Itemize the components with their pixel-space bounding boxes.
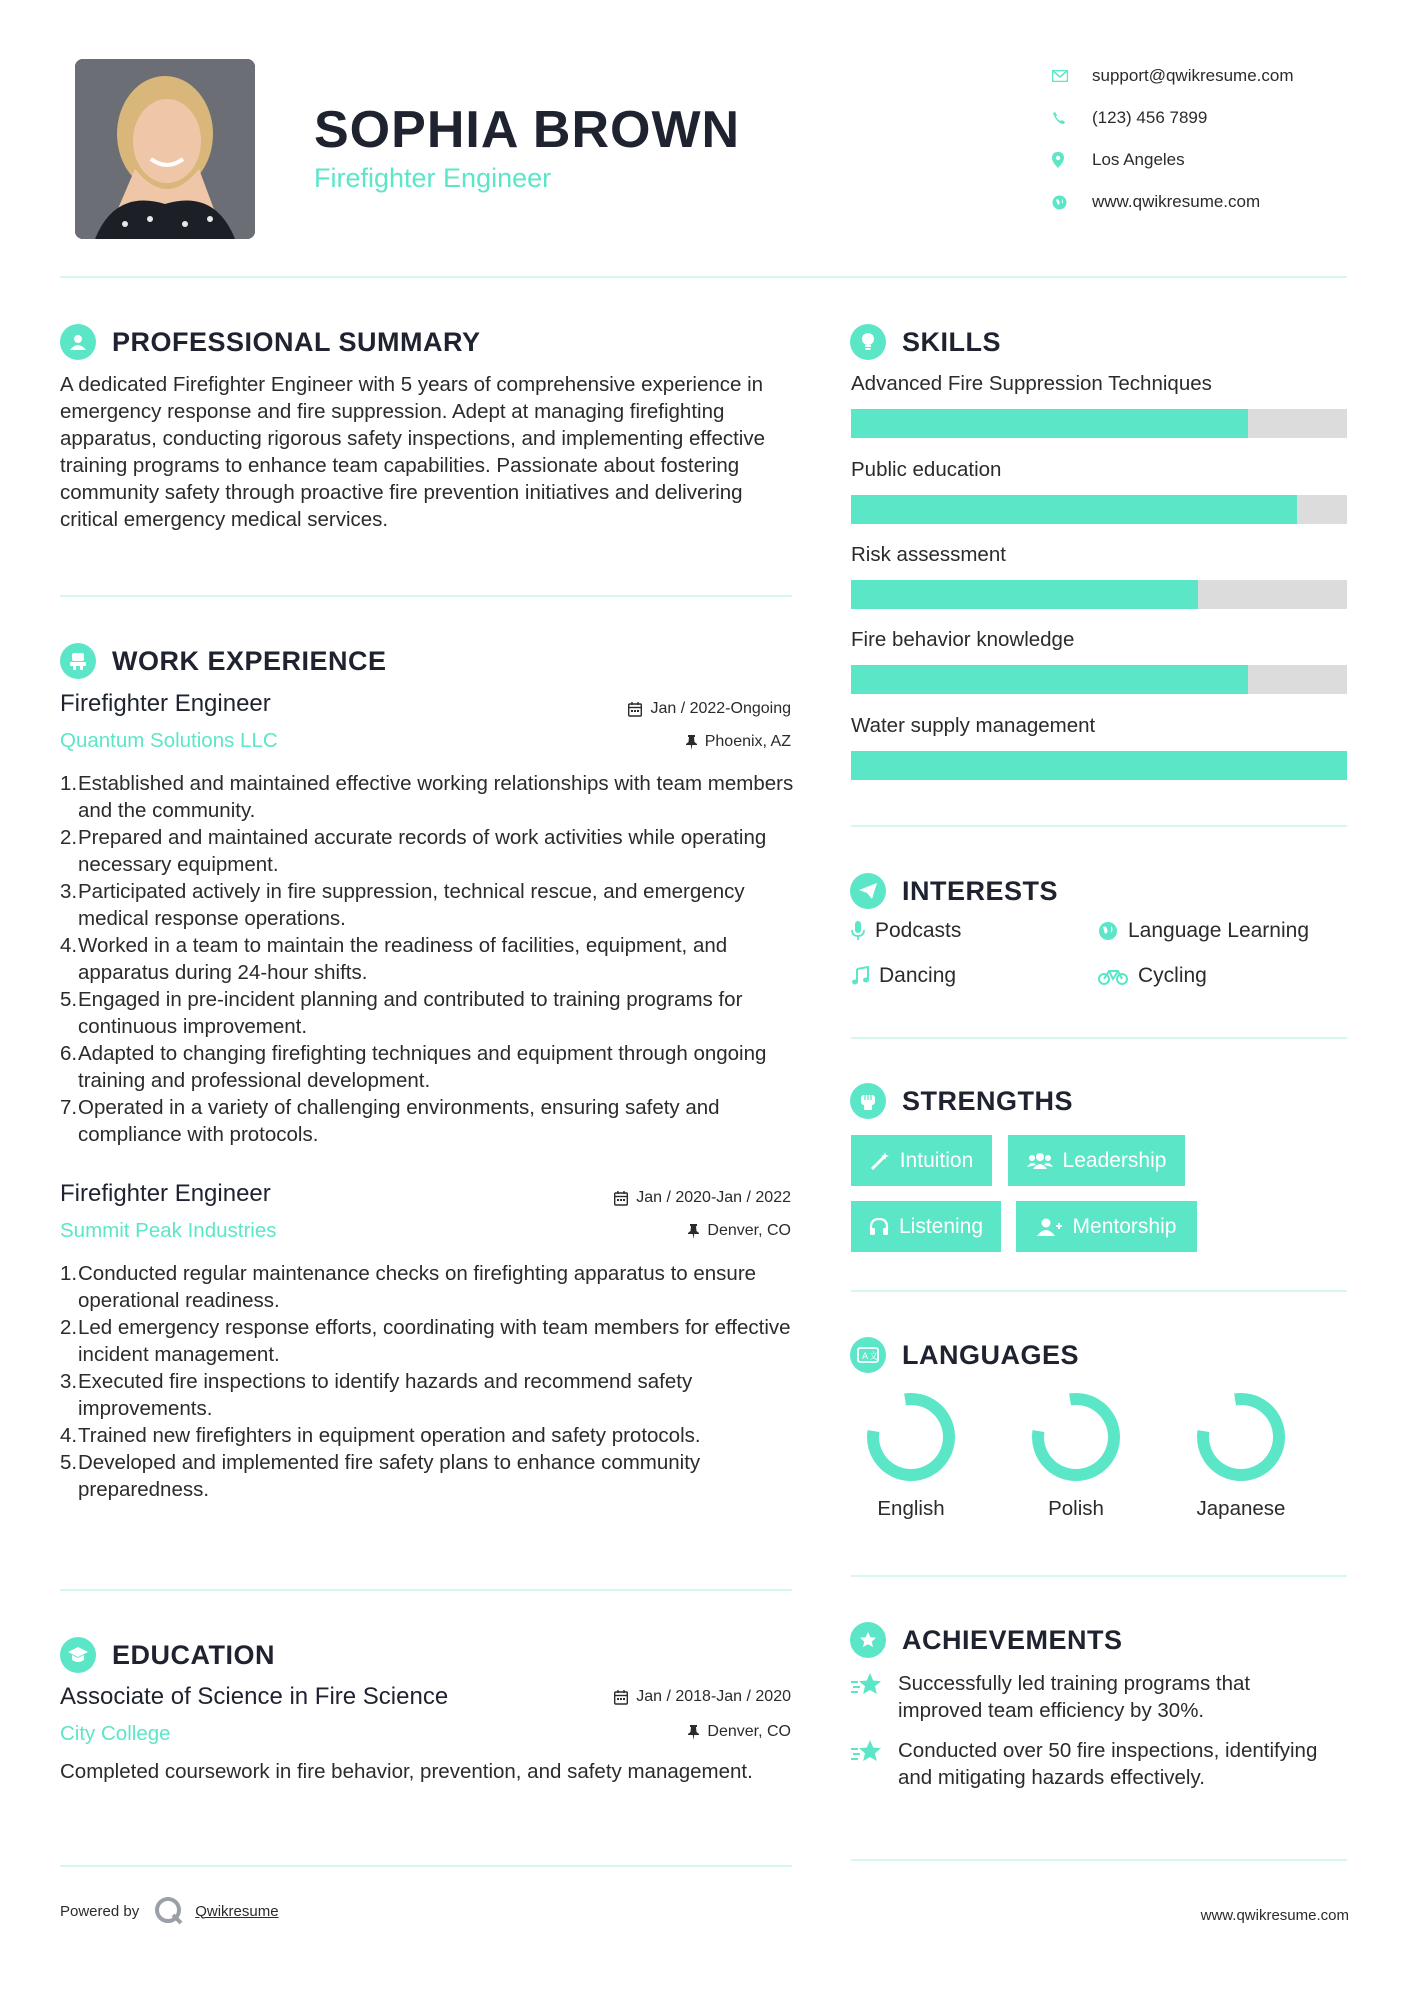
list-item: Developed and implemented fire safety plans to enhance community preparedness. xyxy=(78,1451,701,1501)
user-icon xyxy=(60,324,96,360)
education-school: City College xyxy=(60,1722,171,1745)
strengths-divider xyxy=(851,1290,1347,1292)
skill-bar-track xyxy=(851,665,1347,694)
calendar-icon xyxy=(628,702,642,717)
experience-divider xyxy=(60,1589,792,1591)
list-item: Worked in a team to maintain the readiness of facilities, equipment, and apparatus during 24-hour shifts. xyxy=(78,934,728,984)
skill-bar-fill xyxy=(851,580,1198,609)
header-divider xyxy=(60,276,1347,278)
footer-website[interactable]: www.qwikresume.com xyxy=(1200,1907,1349,1924)
skill-bar-fill xyxy=(851,495,1297,524)
skills-heading: SKILLS xyxy=(850,324,1001,360)
job-1-company: Quantum Solutions LLC xyxy=(60,729,278,752)
list-item: Executed fire inspections to identify hazards and recommend safety improvements. xyxy=(78,1370,693,1420)
job-2-company: Summit Peak Industries xyxy=(60,1219,277,1242)
education-degree: Associate of Science in Fire Science xyxy=(60,1683,449,1710)
interest-language-learning: Language Learning xyxy=(1098,919,1309,943)
candidate-name: SOPHIA BROWN xyxy=(314,101,741,159)
skill-bar-track xyxy=(851,409,1347,438)
map-pin-icon xyxy=(1052,152,1092,168)
microphone-icon xyxy=(851,921,865,941)
skill-bar-track xyxy=(851,495,1347,524)
job-1-dates: Jan / 2022-Ongoing xyxy=(628,700,791,718)
strength-chip: Intuition xyxy=(851,1135,992,1186)
experience-heading: WORK EXPERIENCE xyxy=(60,643,387,679)
profile-photo xyxy=(75,59,255,239)
summary-divider xyxy=(60,595,792,597)
skill-bar-fill xyxy=(851,409,1248,438)
summary-text: A dedicated Firefighter Engineer with 5 years of comprehensive experience in emergency response and fire suppression. Adept at managing firefighting apparatus, conducting rigorous safety inspections, and implementing effective training programs to enhance team capabilities. Passionate about fostering community safety through proactive fire prevention initiatives and delivering critical emergency medical services. xyxy=(60,373,766,531)
languages-divider xyxy=(851,1575,1347,1577)
interest-podcasts: Podcasts xyxy=(851,919,961,943)
skill-label: Risk assessment xyxy=(851,543,1006,566)
calendar-icon xyxy=(614,1191,628,1206)
strength-chip: Listening xyxy=(851,1201,1001,1252)
job-2-location: Denver, CO xyxy=(688,1222,791,1240)
strengths-heading: STRENGTHS xyxy=(850,1083,1073,1119)
achievements-heading: ACHIEVEMENTS xyxy=(850,1622,1123,1658)
skill-bar-track xyxy=(851,580,1347,609)
globe-icon xyxy=(1052,195,1092,210)
job-2-title: Firefighter Engineer xyxy=(60,1180,271,1207)
pushpin-icon xyxy=(688,1725,699,1740)
skill-label: Advanced Fire Suppression Techniques xyxy=(851,372,1212,395)
language-progress-ring xyxy=(1203,1399,1279,1475)
pushpin-icon xyxy=(688,1224,699,1239)
summary-heading: PROFESSIONAL SUMMARY xyxy=(60,324,481,360)
qwikresume-link[interactable]: Qwikresume xyxy=(195,1902,279,1920)
contact-list xyxy=(1052,55,1294,223)
phone-icon xyxy=(1052,111,1092,125)
education-dates: Jan / 2018-Jan / 2020 xyxy=(614,1688,791,1706)
users-icon xyxy=(1027,1152,1053,1170)
achievement-item: Conducted over 50 fire inspections, identifying and mitigating hazards effectively. xyxy=(850,1737,1320,1791)
language-progress-ring xyxy=(1038,1399,1114,1475)
education-location: Denver, CO xyxy=(688,1723,791,1741)
job-1-duties xyxy=(60,770,802,1148)
job-2-duties xyxy=(60,1260,802,1503)
svg-text:A: A xyxy=(862,1352,869,1362)
skill-label: Water supply management xyxy=(851,714,1096,737)
user-plus-icon xyxy=(1037,1218,1063,1236)
list-item: Led emergency response efforts, coordinating with team members for effective incident management. xyxy=(78,1316,791,1366)
skills-divider xyxy=(851,825,1347,827)
lightbulb-icon xyxy=(850,324,886,360)
envelope-icon xyxy=(1052,70,1092,82)
list-item: Established and maintained effective working relationships with team members and the community. xyxy=(78,772,794,822)
contact-location: Los Angeles xyxy=(1052,139,1294,181)
svg-text:文: 文 xyxy=(869,1352,879,1362)
list-item: Conducted regular maintenance checks on firefighting apparatus to ensure operational readiness. xyxy=(78,1262,757,1312)
education-divider xyxy=(60,1865,792,1867)
paper-plane-icon xyxy=(850,873,886,909)
interest-dancing: Dancing xyxy=(851,964,956,988)
calendar-icon xyxy=(614,1690,628,1705)
skill-bar-fill xyxy=(851,665,1248,694)
strength-chip: Mentorship xyxy=(1016,1201,1197,1252)
contact-email[interactable]: support@qwikresume.com xyxy=(1052,55,1294,97)
graduation-cap-icon xyxy=(60,1637,96,1673)
list-item: Trained new firefighters in equipment operation and safety protocols. xyxy=(78,1424,701,1447)
interest-cycling: Cycling xyxy=(1098,964,1207,988)
achievements-divider xyxy=(851,1859,1347,1861)
list-item: Participated actively in fire suppression, technical rescue, and emergency medical response operations. xyxy=(78,880,745,930)
bicycle-icon xyxy=(1098,967,1128,985)
language-polish: Polish xyxy=(1018,1387,1134,1521)
briefcase-icon xyxy=(60,643,96,679)
list-item: Adapted to changing firefighting techniques and equipment through ongoing training and professional development. xyxy=(78,1042,767,1092)
trophy-icon xyxy=(850,1622,886,1658)
list-item: Operated in a variety of challenging environments, ensuring safety and compliance with protocols. xyxy=(78,1096,720,1146)
skill-bar-fill xyxy=(851,751,1347,780)
headphones-icon xyxy=(869,1218,889,1236)
language-progress-ring xyxy=(873,1399,949,1475)
skill-label: Public education xyxy=(851,458,1002,481)
qwikresume-logo-icon xyxy=(153,1895,185,1927)
fist-icon xyxy=(850,1083,886,1119)
language-english: English xyxy=(853,1387,969,1521)
strength-chip: Leadership xyxy=(1008,1135,1185,1186)
globe-icon xyxy=(1098,921,1118,941)
interests-divider xyxy=(851,1037,1347,1039)
language-japanese: Japanese xyxy=(1183,1387,1299,1521)
candidate-title: Firefighter Engineer xyxy=(314,163,552,193)
music-icon xyxy=(851,966,869,986)
languages-heading: A 文 LANGUAGES xyxy=(850,1337,1079,1373)
achievement-item: Successfully led training programs that improved team efficiency by 30%. xyxy=(850,1670,1320,1724)
education-description: Completed coursework in fire behavior, prevention, and safety management. xyxy=(60,1760,753,1783)
education-heading: EDUCATION xyxy=(60,1637,275,1673)
contact-phone[interactable]: (123) 456 7899 xyxy=(1052,97,1294,139)
star-icon xyxy=(850,1672,884,1698)
list-item: Prepared and maintained accurate records of work activities while operating necessary equipment. xyxy=(78,826,767,876)
magic-wand-icon xyxy=(870,1151,890,1171)
job-2-dates: Jan / 2020-Jan / 2022 xyxy=(614,1189,791,1207)
contact-website[interactable]: www.qwikresume.com xyxy=(1052,181,1294,223)
list-item: Engaged in pre-incident planning and contributed to training programs for continuous improvement. xyxy=(78,988,743,1038)
pushpin-icon xyxy=(686,735,697,750)
skill-label: Fire behavior knowledge xyxy=(851,628,1075,651)
interests-heading: INTERESTS xyxy=(850,873,1058,909)
language-icon xyxy=(850,1337,886,1373)
job-1-location: Phoenix, AZ xyxy=(686,733,791,751)
footer-powered-by: Powered by Qwikresume xyxy=(60,1895,279,1927)
star-icon xyxy=(850,1739,884,1765)
job-1-title: Firefighter Engineer xyxy=(60,690,271,717)
skill-bar-track xyxy=(851,751,1347,780)
